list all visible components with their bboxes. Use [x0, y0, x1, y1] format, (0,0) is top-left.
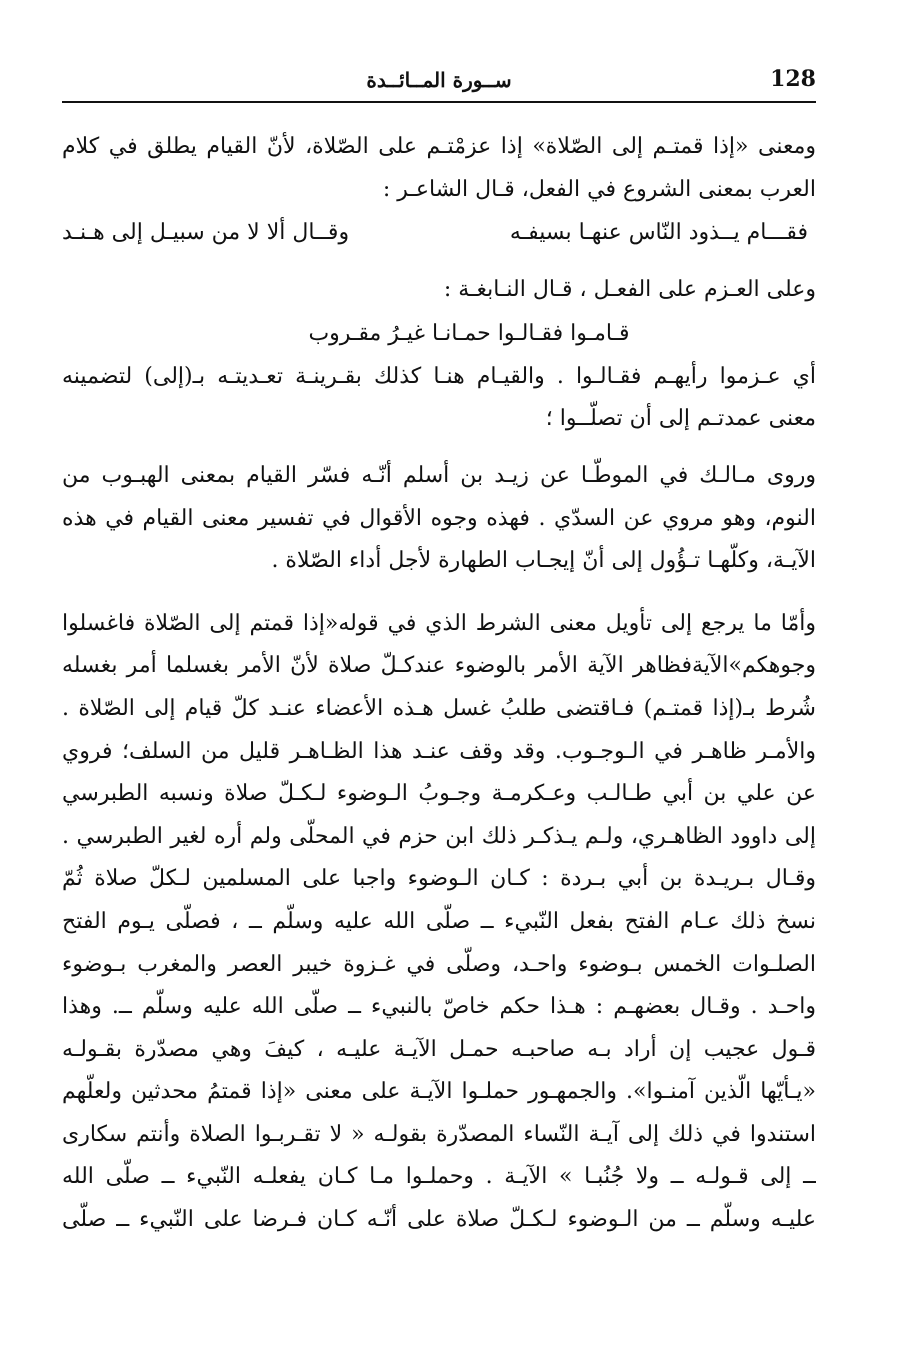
text-line: وجوهكم»الآيةفظاهر الآية الأمر بالوضوء عندكـلّ صلاة لأنّ الأمر بغسلما أمر بغسله	[62, 653, 816, 679]
text-line: ومعنى «إذا قمتـم إلى الصّلاة» إذا عزمْتـم على الصّلاة، لأنّ القيام يطلق في كلام	[62, 134, 816, 159]
spacer	[62, 255, 816, 269]
verse-hemistich: فقـــام يــذود النّاس عنهـا بسيفـه	[509, 220, 808, 246]
text-line: والأمـر ظاهـر في الـوجـوب. وقد وقف عنـد هذا الظـاهـر قليل من السلف؛ فروي	[62, 738, 816, 764]
text-line: استندوا في ذلك إلى آيـة النّساء المصدّرة بقولـه « لا تقـربـوا الصلاة وأنتم سكارى	[62, 1121, 816, 1147]
header-rule	[62, 101, 816, 103]
text-line: الصلـوات الخمس بـوضوء واحـد، وصلّى في غـزوة خيبر العصر والمغرب بـوضوء	[62, 951, 816, 977]
text-line: عن علي بن أبي طـالـب وعـكرمـة وجـوبُ الـوضوء لـكـلّ صلاة ونسبه الطبرسي	[62, 781, 816, 807]
text-line: قـول عجيب إن أراد بـه صاحبـه حمـل الآيـة عليـه ، كيفَ وهي مصدّرة بقـولـه	[62, 1036, 816, 1062]
text-line: معنى عمدتـم إلى أن تصلّــوا ؛	[545, 406, 816, 432]
text-line: العرب بمعنى الشروع في الفعل، قـال الشاعـر :	[382, 176, 816, 202]
verse-hemistich: وقــال ألا لا من سبيـل إلى هـنـد	[62, 220, 350, 246]
poetry-verse: قـامـوا فقـالـوا حمـانـا غيـرُ مقـروب	[308, 320, 630, 346]
text-line: وقـال بـريـدة بن أبي بـردة : كـان الـوضوء واجبا على المسلمين لـكلّ صلاة ثُمّ	[62, 866, 816, 892]
spacer	[62, 583, 816, 603]
page-header	[62, 66, 816, 102]
text-line: النوم، وهو مروي عن السدّي . فهذه وجوه الأقوال في تفسير معنى القيام في هذه	[62, 505, 816, 531]
page-number: 128	[770, 66, 816, 92]
surah-title: ســورة المــائــدة	[366, 68, 512, 92]
spacer	[62, 441, 816, 455]
text-line: واحـد . وقـال بعضهـم : هـذا حكم خاصّ بالنبيء ــ صلّى الله عليه وسلّم ــ. وهذا	[62, 994, 816, 1020]
text-line: الآيـة، وكلّهـا تـؤُول إلى أنّ إيجـاب الطهارة لأجل أداء الصّلاة .	[271, 548, 816, 574]
text-line: وعلى العـزم على الفعـل ، قـال النـابغـة :	[443, 277, 816, 303]
text-line: عليـه وسلّم ــ من الـوضوء لـكـلّ صلاة على أنّـه كـان فـرضا على النّبيء ــ صلّى	[62, 1207, 816, 1233]
text-line: إلى داوود الظاهـري، ولـم يـذكـر ذلك ابن حزم في المحلّى ولم أره لغير الطبرسي .	[62, 823, 816, 849]
poetry-verse	[62, 211, 816, 255]
text-line: وأمّا ما يرجع إلى تأويل معنى الشرط الذي في قوله«إذا قمتم إلى الصّلاة فاغسلوا	[62, 610, 816, 636]
text-line: أي عـزموا رأيهـم فقـالـوا . والقيـام هنـا كذلك بقـرينـة تعـديتـه بـ(إلى) لتضمينه	[62, 363, 816, 389]
text-line: «يـأيّها الّذين آمنـوا». والجمهـور حملـوا الآيـة على معنى «إذا قمتمُ محدثين ولعلّهم	[62, 1079, 816, 1105]
text-line: ــ إلى قـولـه ــ ولا جُنُبـا » الآيـة . وحملـوا مـا كـان يفعلـه النّبيء ــ صلّى الله	[62, 1164, 816, 1190]
text-line: وروى مـالـك في الموطّـا عن زيـد بن أسلم أنّـه فسّر القيام بمعنى الهبـوب من	[62, 462, 816, 488]
text-body	[62, 126, 816, 1242]
text-line: نسخ ذلك عـام الفتح بفعل النّبيء ــ صلّى الله عليه وسلّم ــ ، فصلّى يـوم الفتح	[62, 908, 816, 934]
text-line: شُرط بـ(إذا قمتـم) فـاقتضى طلبُ غسل هـذه الأعضاء عنـد كلّ قيام إلى الصّلاة .	[62, 695, 816, 721]
